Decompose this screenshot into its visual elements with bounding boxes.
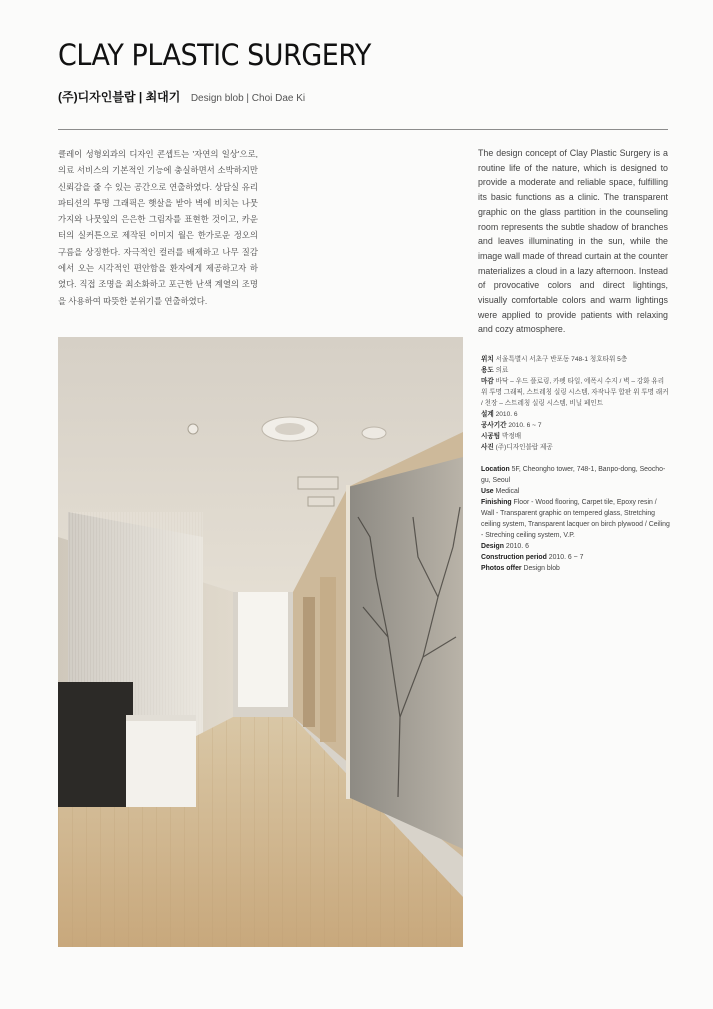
- corridor-photo: [58, 337, 463, 947]
- project-specs: [481, 354, 671, 574]
- designer-credit: [58, 88, 305, 106]
- designer-credit-korean: (주)디자인블랍 | 최대기: [58, 90, 181, 104]
- spec-ko-location: 위치 서울특별시 서초구 반포동 748-1 청호타워 5층: [481, 356, 628, 363]
- spec-en-finishing: Finishing Floor - Wood flooring, Carpet tile, Epoxy resin / Wall - Transparent graphic on tempered glass, Stretching ceiling system, Transparent lacquer on birch plywood / Ceiling - Streching ceiling system, V.P.: [481, 499, 670, 539]
- spec-ko-contractor: 시공팀 박정배: [481, 433, 522, 440]
- spec-en-photos: Photos offer Design blob: [481, 565, 560, 572]
- designer-credit-english: Design blob | Choi Dae Ki: [190, 93, 306, 104]
- spec-en-use: Use Medical: [481, 488, 520, 495]
- spec-ko-photos: 사진 (주)디자인블랍 제공: [481, 444, 553, 451]
- spec-en-location: Location 5F, Cheongho tower, 748-1, Banpo-dong, Seocho-gu, Seoul: [481, 466, 666, 484]
- spec-en-design: Design 2010. 6: [481, 543, 529, 550]
- korean-description: 클레이 성형외과의 디자인 콘셉트는 '자연의 일상'으로, 의료 서비스의 기본적인 기능에 충실하면서 소박하지만 신뢰감을 줄 수 있는 공간으로 연출하였다. 상담실 유리 파티션의 투명 그래픽은 햇살을 받아 벽에 비치는 나뭇가지와 나뭇잎의 은은한 그림자를 표현한 것이고, 카운터의 실커튼으로 제작된 이미지 월은 한가로운 정오의 구름을 상징한다. 자극적인 컬러를 배제하고 나무 질감에서 오는 시각적인 편안함을 환자에게 제공하고자 하였다. 직접 조명을 최소화하고 포근한 난색 계열의 조명을 사용하여 따뜻한 분위기를 연출하였다.: [58, 149, 258, 306]
- article-title: CLAY PLASTIC SURGERY: [58, 38, 371, 72]
- spec-ko-use: 용도 의료: [481, 367, 509, 374]
- spec-ko-finishing: 마감 바닥 – 우드 플로링, 카펫 타일, 에폭시 수지 / 벽 – 강화 유리 위 투명 그래픽, 스트레칭 실링 시스템, 자작나무 합판 위 투명 래커 / 천장 – 스트레칭 실링 시스템, 비닐 페인트: [481, 378, 669, 407]
- english-description: The design concept of Clay Plastic Surgery is a routine life of the nature, which is designed to provide a moderate and reliable space, fulfilling its basic functions as a clinic. The transparent graphic on the glass partition in the counseling room represents the subtle shadow of branches and leaves illuminating in the sun, while the image wall made of thread curtain at the counter materializes a cloud in a lazy afternoon. Instead of provocative colors and direct lightings, visually comfortable colors and warm lightings were applied to provide patients with relaxing and cozy atmosphere.: [478, 148, 668, 335]
- spec-ko-design: 설계 2010. 6: [481, 411, 518, 418]
- spec-en-construction: Construction period 2010. 6 ~ 7: [481, 554, 584, 561]
- spec-ko-construction: 공사기간 2010. 6 ~ 7: [481, 422, 542, 429]
- header-divider: [58, 129, 668, 130]
